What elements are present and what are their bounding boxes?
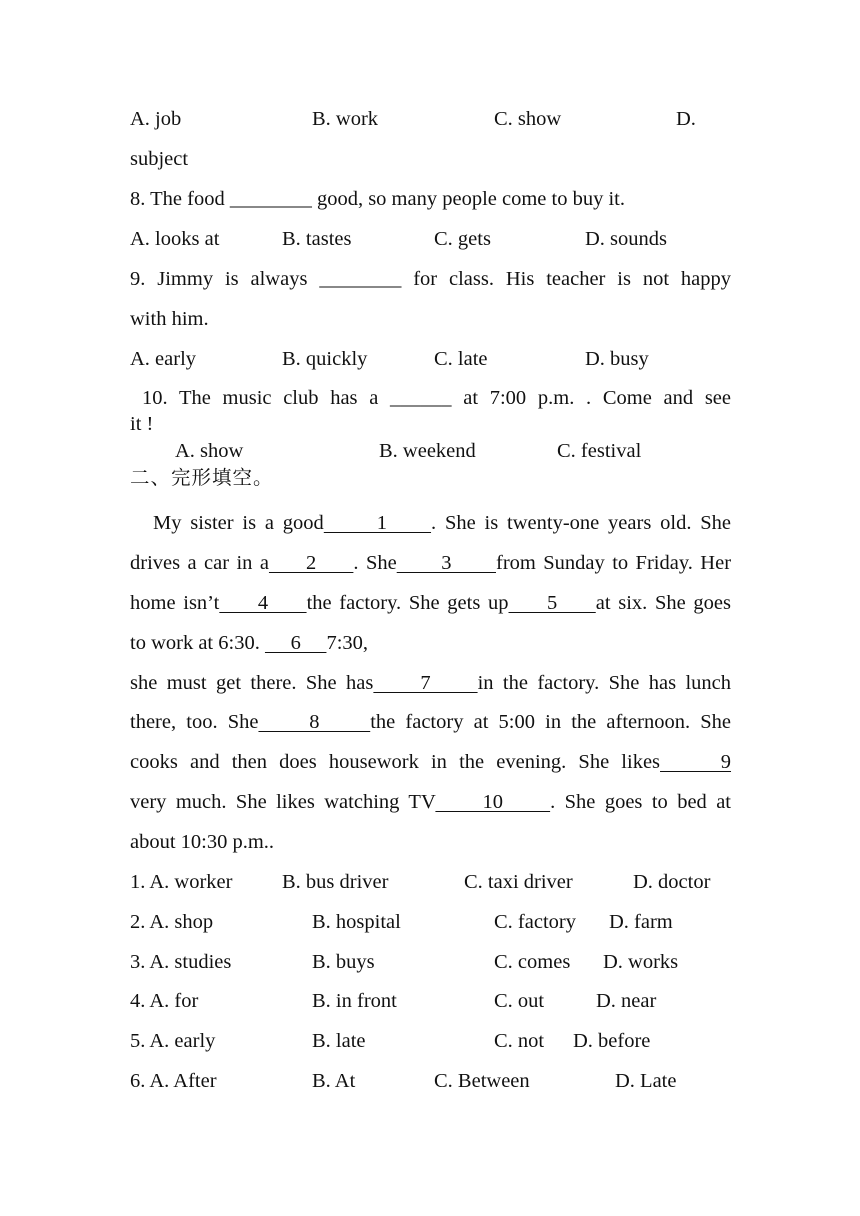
q9-stem: 9. Jimmy is always ________ for class. His teacher is not happy (130, 268, 731, 290)
cloze-6-option-a: 6. A. After (130, 1070, 217, 1092)
blank-7: 7 (373, 672, 478, 694)
q8-option-d: D. sounds (585, 228, 668, 250)
cloze-2-option-a: 2. A. shop (130, 911, 214, 933)
q7-option-d: D. (676, 108, 696, 130)
cloze-3-option-d: D. works (603, 951, 679, 973)
blank-4: 4 (219, 592, 307, 614)
q7-option-a: A. job (130, 108, 182, 130)
blank-9: 9 (660, 751, 732, 773)
cloze-4-option-d: D. near (596, 990, 657, 1012)
passage-line-1: My sister is a good 1 . She is twenty-one years old. She (153, 512, 732, 534)
cloze-5-option-b: B. late (312, 1030, 366, 1052)
q10-option-c: C. festival (557, 440, 642, 462)
cloze-6-option-c: C. Between (434, 1070, 530, 1092)
q10-option-b: B. weekend (379, 440, 476, 462)
q9-option-a: A. early (130, 348, 197, 370)
passage-line-5: she must get there. She has 7 in the factory. She has lunch (130, 672, 731, 694)
passage-line-6: there, too. She 8 the factory at 5:00 in the afternoon. She (130, 711, 732, 733)
cloze-5-option-a: 5. A. early (130, 1030, 216, 1052)
passage-line-2: drives a car in a 2 . She 3 from Sunday to Friday. Her (130, 552, 732, 574)
passage-line-9: about 10:30 p.m.. (130, 831, 275, 853)
cloze-1-option-d: D. doctor (633, 871, 711, 893)
cloze-3-option-b: B. buys (312, 951, 375, 973)
q10-stem: 10. The music club has a ______ at 7:00 p.m. . Come and see (142, 387, 731, 409)
q9-option-b: B. quickly (282, 348, 368, 370)
cloze-5-option-d: D. before (573, 1030, 651, 1052)
cloze-5-option-c: C. not (494, 1030, 545, 1052)
blank-10: 10 (435, 791, 551, 813)
q9-option-d: D. busy (585, 348, 649, 370)
blank-6: 6 (264, 632, 327, 654)
cloze-2-option-b: B. hospital (312, 911, 401, 933)
q7-option-d-cont: subject (130, 148, 189, 170)
q9-stem-cont: with him. (130, 308, 209, 330)
cloze-4-option-b: B. in front (312, 990, 397, 1012)
blank-5: 5 (508, 592, 596, 614)
q8-option-c: C. gets (434, 228, 491, 250)
blank-8: 8 (258, 711, 371, 733)
q7-option-c: C. show (494, 108, 562, 130)
cloze-4-option-a: 4. A. for (130, 990, 199, 1012)
cloze-1-option-b: B. bus driver (282, 871, 389, 893)
passage-line-7: cooks and then does housework in the evening. She likes 9 (130, 751, 732, 773)
blank-1: 1 (323, 512, 432, 534)
q7-option-b: B. work (312, 108, 379, 130)
passage-line-8: very much. She likes watching TV 10 . She goes to bed at (130, 791, 732, 813)
q10-stem-cont: it ! (130, 413, 154, 435)
q8-stem: 8. The food ________ good, so many people come to buy it. (130, 188, 625, 210)
passage-line-4: to work at 6:30. 6 7:30, (130, 632, 369, 654)
passage-line-3: home isn’t 4 the factory. She gets up 5 at six. She goes (130, 592, 732, 614)
cloze-3-option-c: C. comes (494, 951, 571, 973)
q10-option-a: A. show (175, 440, 244, 462)
q8-option-a: A. looks at (130, 228, 220, 250)
cloze-2-option-c: C. factory (494, 911, 576, 933)
cloze-6-option-d: D. Late (615, 1070, 677, 1092)
cloze-1-option-a: 1. A. worker (130, 871, 233, 893)
blank-2: 2 (268, 552, 354, 574)
cloze-2-option-d: D. farm (609, 911, 673, 933)
cloze-4-option-c: C. out (494, 990, 545, 1012)
q9-option-c: C. late (434, 348, 488, 370)
section-heading: 二、完形填空。 (130, 466, 274, 489)
cloze-3-option-a: 3. A. studies (130, 951, 232, 973)
cloze-1-option-c: C. taxi driver (464, 871, 573, 893)
blank-3: 3 (396, 552, 496, 574)
cloze-6-option-b: B. At (312, 1070, 356, 1092)
q8-option-b: B. tastes (282, 228, 352, 250)
